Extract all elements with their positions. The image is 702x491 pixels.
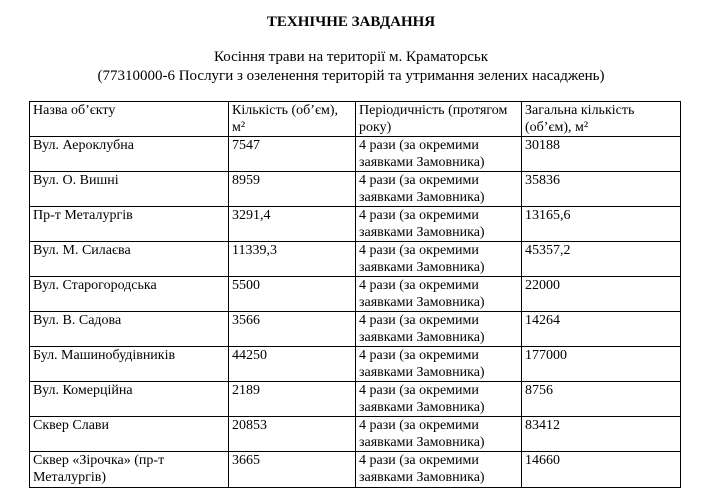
cell-total: 22000 xyxy=(522,277,681,312)
cell-total: 83412 xyxy=(522,417,681,452)
cell-quantity: 44250 xyxy=(229,347,356,382)
header-total: Загальна кількість (об’єм), м² xyxy=(522,102,681,137)
table-row xyxy=(30,137,681,172)
cell-quantity: 3566 xyxy=(229,312,356,347)
table-row xyxy=(30,417,681,452)
cell-quantity: 7547 xyxy=(229,137,356,172)
table-row xyxy=(30,347,681,382)
cell-object-name: Пр-т Металургів xyxy=(30,207,229,242)
cell-total: 177000 xyxy=(522,347,681,382)
cell-periodicity: 4 рази (за окремими заявками Замовника) xyxy=(356,137,522,172)
cell-object-name: Вул. О. Вишні xyxy=(30,172,229,207)
table-row xyxy=(30,277,681,312)
table-header-row xyxy=(30,102,681,137)
cell-object-name: Вул. Комерційна xyxy=(30,382,229,417)
cell-total: 35836 xyxy=(522,172,681,207)
header-periodicity: Періодичність (протягом року) xyxy=(356,102,522,137)
cell-object-name: Вул. В. Садова xyxy=(30,312,229,347)
cell-quantity: 5500 xyxy=(229,277,356,312)
cell-total: 14660 xyxy=(522,452,681,488)
table-row xyxy=(30,452,681,488)
cell-periodicity: 4 рази (за окремими заявками Замовника) xyxy=(356,312,522,347)
cell-quantity: 2189 xyxy=(229,382,356,417)
cell-quantity: 3291,4 xyxy=(229,207,356,242)
table-row xyxy=(30,382,681,417)
cell-object-name: Сквер «Зірочка» (пр-т Металургів) xyxy=(30,452,229,488)
cell-quantity: 3665 xyxy=(229,452,356,488)
cell-periodicity: 4 рази (за окремими заявками Замовника) xyxy=(356,382,522,417)
document-title: ТЕХНІЧНЕ ЗАВДАННЯ xyxy=(266,14,436,30)
cell-object-name: Вул. Аероклубна xyxy=(30,137,229,172)
cell-quantity: 11339,3 xyxy=(229,242,356,277)
cell-total: 13165,6 xyxy=(522,207,681,242)
cell-quantity: 8959 xyxy=(229,172,356,207)
table-row xyxy=(30,312,681,347)
cell-periodicity: 4 рази (за окремими заявками Замовника) xyxy=(356,347,522,382)
cell-periodicity: 4 рази (за окремими заявками Замовника) xyxy=(356,452,522,488)
cell-object-name: Вул. М. Силаєва xyxy=(30,242,229,277)
cell-object-name: Бул. Машинобудівників xyxy=(30,347,229,382)
cell-object-name: Вул. Старогородська xyxy=(30,277,229,312)
header-quantity: Кількість (об’єм), м² xyxy=(229,102,356,137)
document-subtitle: Косіння трави на території м. Краматорськ xyxy=(214,49,488,65)
table-row xyxy=(30,207,681,242)
cell-total: 45357,2 xyxy=(522,242,681,277)
cell-total: 8756 xyxy=(522,382,681,417)
cell-total: 14264 xyxy=(522,312,681,347)
cell-total: 30188 xyxy=(522,137,681,172)
header-object-name: Назва об’єкту xyxy=(30,102,229,137)
cell-periodicity: 4 рази (за окремими заявками Замовника) xyxy=(356,207,522,242)
cell-periodicity: 4 рази (за окремими заявками Замовника) xyxy=(356,277,522,312)
cell-quantity: 20853 xyxy=(229,417,356,452)
table-row xyxy=(30,172,681,207)
cell-object-name: Сквер Слави xyxy=(30,417,229,452)
cell-periodicity: 4 рази (за окремими заявками Замовника) xyxy=(356,172,522,207)
document-service-code: (77310000-6 Послуги з озеленення територій та утримання зелених насаджень) xyxy=(97,68,605,84)
cell-periodicity: 4 рази (за окремими заявками Замовника) xyxy=(356,417,522,452)
table-row xyxy=(30,242,681,277)
cell-periodicity: 4 рази (за окремими заявками Замовника) xyxy=(356,242,522,277)
specification-table xyxy=(29,101,681,488)
